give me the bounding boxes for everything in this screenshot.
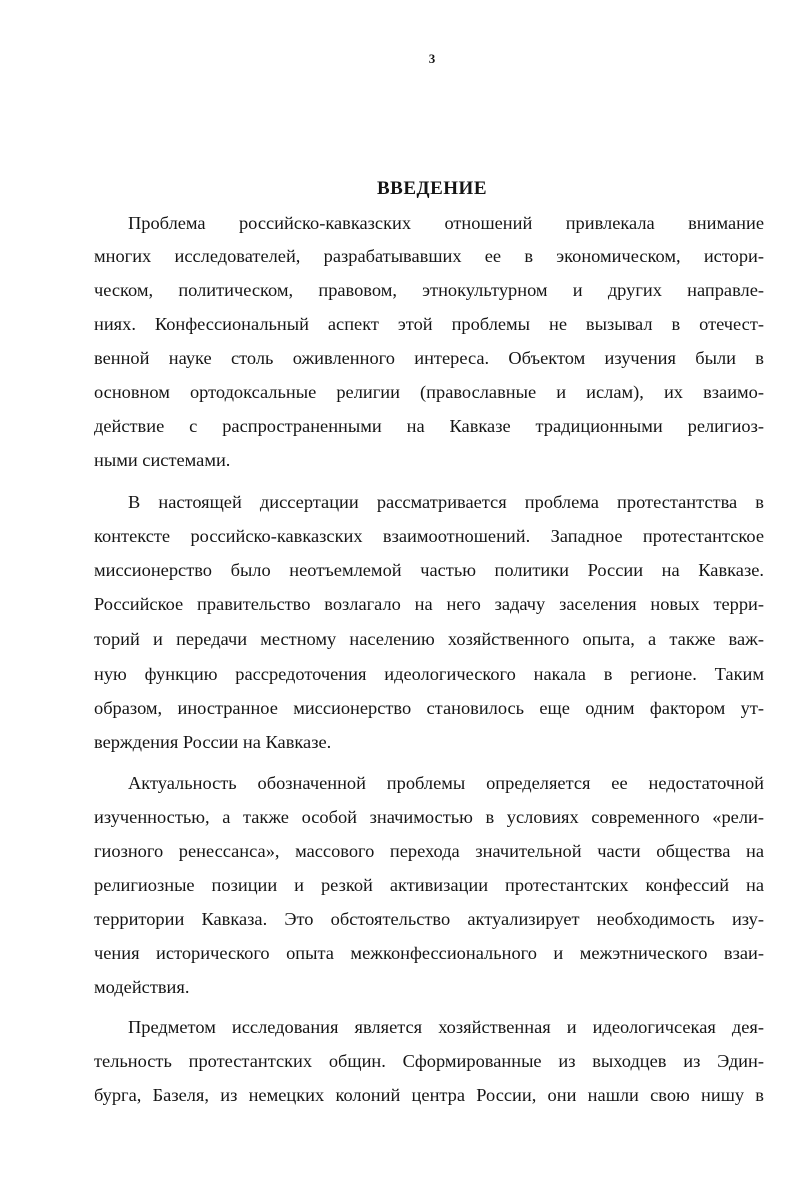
text-line: ную функцию рассредоточения идеологического накала в регионе. Таким [94,664,764,684]
text-line: модействия. [94,977,190,997]
text-line: верждения России на Кавказе. [94,732,332,752]
text-line: торий и передачи местному населению хозяйственного опыта, а также важ- [94,629,764,649]
text-line: ниях. Конфессиональный аспект этой проблемы не вызывал в отечест- [94,314,764,334]
text-line: миссионерство было неотъемлемой частью политики России на Кавказе. [94,560,764,580]
text-line: действие с распространенными на Кавказе традиционными религиоз- [94,416,764,436]
text-line: религиозные позиции и резкой активизации протестантских конфессий на [94,875,764,895]
text-line: образом, иностранное миссионерство становилось еще одним фактором ут- [94,698,764,718]
text-line: гиозного ренессанса», массового перехода значительной части общества на [94,841,764,861]
text-line: венной науке столь оживленного интереса. Объектом изучения были в [94,348,764,368]
text-line: Российское правительство возлагало на него задачу заселения новых терри- [94,594,764,614]
page-number: 3 [428,51,436,66]
text-line: Предметом исследования является хозяйственная и идеологичсекая дея- [128,1017,764,1037]
text-line: бурга, Базеля, из немецких колоний центра России, они нашли свою нишу в [94,1085,764,1105]
text-line: чения исторического опыта межконфессионального и межэтнического взаи- [94,943,764,963]
text-line: основном ортодоксальные религии (православные и ислам), их взаимо- [94,382,764,402]
text-line: изученностью, а также особой значимостью в условиях современного «рели- [94,807,764,827]
text-line: многих исследователей, разрабатывавших ее в экономическом, истори- [94,246,764,266]
section-heading: ВВЕДЕНИЕ [377,178,487,199]
text-line: ческом, политическом, правовом, этнокультурном и других направле- [94,280,764,300]
text-line: территории Кавказа. Это обстоятельство актуализирует необходимость изу- [94,909,764,929]
text-line: В настоящей диссертации рассматривается проблема протестантства в [128,492,764,512]
text-line: контексте российско-кавказских взаимоотношений. Западное протестантское [94,526,764,546]
text-line: Проблема российско-кавказских отношений привлекала внимание [128,213,764,233]
text-line: тельность протестантских общин. Сформированные из выходцев из Эдин- [94,1051,764,1071]
text-line: Актуальность обозначенной проблемы определяется ее недостаточной [128,773,764,793]
text-line: ными системами. [94,450,231,470]
